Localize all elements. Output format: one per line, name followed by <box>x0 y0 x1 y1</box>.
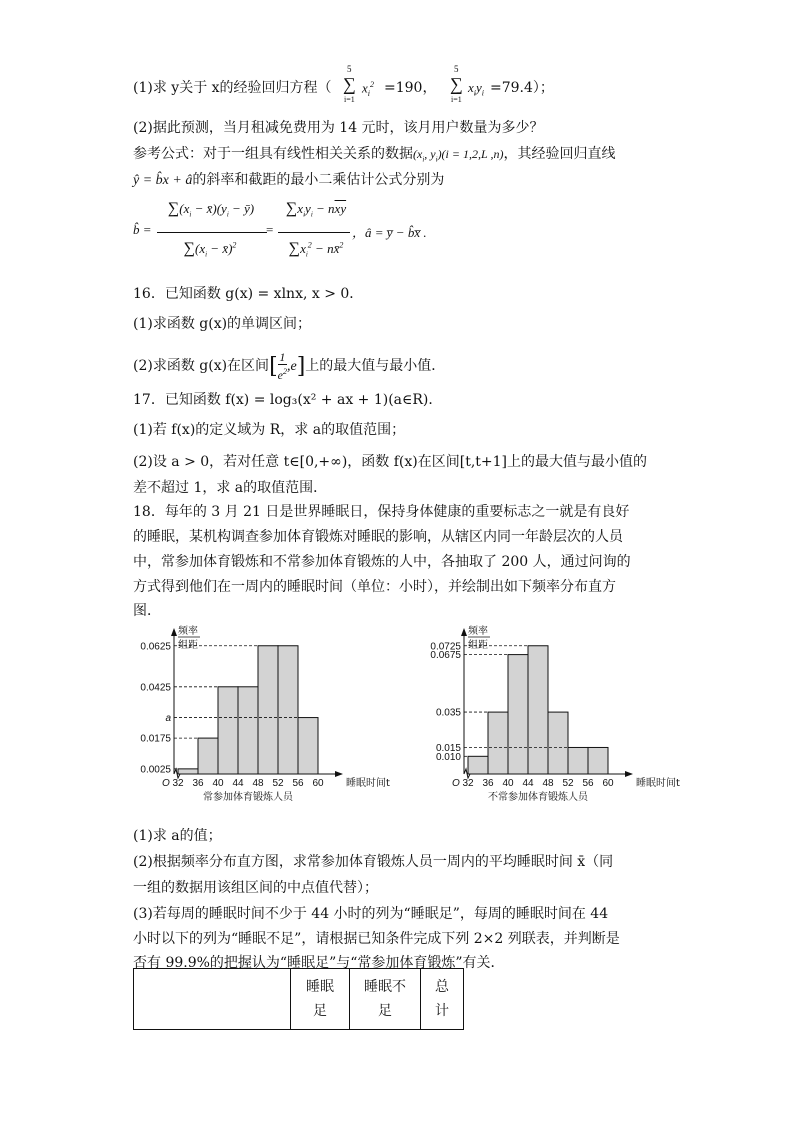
y-tick-label: 0.010 <box>435 751 461 763</box>
q15-ref-text-a: 参考公式：对于一组具有线性相关关系的数据 <box>133 146 413 162</box>
x-tick-label: 60 <box>602 778 614 789</box>
b-hat: b̂ = <box>133 222 152 237</box>
b-denominator-2: $\sum x_i^2$ − nx̄$^2$ <box>288 240 344 259</box>
q16-stem: 16．已知函数 g(x) = xlnx, x > 0． <box>133 286 364 302</box>
y-axis-arrow <box>171 628 177 636</box>
q18-question3b: 小时以下的列为“睡眠不足”，请根据已知条件完成下列 2×2 列联表，并判断是 <box>133 931 620 947</box>
q18-question2b: 一组的数据用该组区间的中点值代替）； <box>133 880 378 896</box>
q17-part2b: 差不超过 1，求 a的取值范围． <box>133 480 328 496</box>
histogram-bar <box>508 655 528 774</box>
x-tick-label: 56 <box>292 778 304 789</box>
q15-ref-line2 <box>133 170 444 191</box>
x-tick-label: 44 <box>522 778 534 789</box>
y-tick-label: 0.0675 <box>430 650 461 662</box>
x-tick-label: 48 <box>542 778 554 789</box>
q16-part2-a: (2)求函数 g(x)在区间 <box>133 358 270 374</box>
b-numerator: $\sum(x_i$ − $x̄)(y_i$ − ȳ) <box>167 200 255 219</box>
x-axis-arrow <box>625 771 633 777</box>
y-tick-label: 0.015 <box>435 742 461 754</box>
q15-part2: (2)据此预测，当月租减免费用为 14 元时，该月用户数量为多少？ <box>133 120 544 136</box>
y-label-bottom: 组距 <box>468 640 488 651</box>
q18-question3c: 否有 99.9%的把握认为“睡眠足”与“常参加体育锻炼”有关． <box>133 955 505 971</box>
x-tick-label: 32 <box>462 778 474 789</box>
q16-part2-line: (2)求函数 g(x)在区间[ $\frac{1}{e^2}$ ,e]上的最大值与最小值． <box>133 350 446 382</box>
histogram-bar <box>588 747 608 774</box>
q18-line3: 中，常参加体育锻炼和不常参加体育锻炼的人中，各抽取了 200 人，通过问询的 <box>133 554 631 570</box>
x-axis-arrow <box>335 771 343 777</box>
y-tick-label: 0.0025 <box>140 764 171 776</box>
sum1-top: 5 <box>347 64 352 74</box>
a-hat-formula: ，â = y̅ − b̂x̅ . <box>352 225 427 240</box>
x-axis-label: 睡眠时间t <box>636 778 680 789</box>
histogram-bar <box>278 646 298 774</box>
histogram-bar <box>238 687 258 774</box>
histogram-irregular-exercise <box>420 620 700 805</box>
chart-caption: 不常参加体育锻炼人员 <box>488 792 588 803</box>
x-tick-label: 36 <box>482 778 494 789</box>
x-tick-label: 32 <box>172 778 184 789</box>
histogram-regular-exercise <box>130 620 390 805</box>
b-numerator-2: $\sum x_iy_i - n\overline{xy}$ <box>285 200 347 219</box>
x-tick-label: 56 <box>582 778 594 789</box>
x-axis-label: 睡眠时间t <box>346 778 390 789</box>
q16-part2-b: 上的最大值与最小值． <box>305 358 446 374</box>
sum2-term: $x_iy_i$ <box>468 80 485 98</box>
y-tick-label: 0.0625 <box>140 641 171 653</box>
x-tick-label: 48 <box>252 778 264 789</box>
q15-regression-line: ŷ = b̂x + â <box>133 173 193 188</box>
b-fraction-bar <box>157 232 267 233</box>
q15-ref-text-2: 的斜率和截距的最小二乘估计公式分别为 <box>192 172 445 188</box>
q15-ref-text-c: ，其经验回归直线 <box>503 146 616 162</box>
contingency-table <box>133 968 464 1030</box>
q18-line4: 方式得到他们在一周内的睡眠时间（单位：小时），并绘制出如下频率分布直方 <box>133 579 616 595</box>
q16-part1: (1)求函数 g(x)的单调区间； <box>133 316 312 332</box>
table-header-sleep-enough: 睡眠 足 <box>291 969 350 1030</box>
y-label-top: 频率 <box>468 626 488 637</box>
y-tick-label: 0.0175 <box>140 733 171 745</box>
sum2-sigma: ∑ <box>450 74 463 94</box>
q17-part2a: (2)设 a > 0，若对任意 t∈[0,+∞)，函数 f(x)在区间[t,t+1]上的最大值与最小值的 <box>133 454 647 470</box>
histogram-bar <box>198 738 218 774</box>
x-tick-label: 40 <box>502 778 514 789</box>
q15-part1-line <box>133 78 332 98</box>
q18-line2: 的睡眠，某机构调查参加体育锻炼对睡眠的影响，从辖区内同一年龄层次的人员 <box>133 529 623 545</box>
y-tick-label: a <box>165 713 171 725</box>
y-tick-label: 0.0725 <box>430 641 461 653</box>
x-tick-label: 60 <box>312 778 324 789</box>
q15-ref-data: ($x_i$, $y_i)(i = 1,2,L$ ,n) <box>413 147 504 164</box>
sum1-term: $x_i^2$ <box>362 80 375 98</box>
q18-question1: (1)求 a的值； <box>133 828 222 844</box>
b-fraction-bar-2 <box>278 232 350 233</box>
q17-part1: (1)若 f(x)的定义域为 R，求 a的取值范围； <box>133 422 406 438</box>
equals-sign: = <box>266 222 274 237</box>
y-axis-arrow <box>461 628 467 636</box>
origin-label: O <box>162 778 170 789</box>
histogram-bar <box>258 646 278 774</box>
q18-question3a: (3)若每周的睡眠时间不少于 44 小时的列为“睡眠足”，每周的睡眠时间在 44 <box>133 906 609 922</box>
histogram-bar <box>218 687 238 774</box>
q15-part1-text: (1)求 y关于 x的经验回归方程（ <box>133 80 332 96</box>
b-denominator: $\sum(x_i$ − x̄)$^2$ <box>183 240 237 259</box>
histogram-bar <box>298 718 318 774</box>
histogram-bar <box>468 756 488 774</box>
x-tick-label: 44 <box>232 778 244 789</box>
y-label-top: 频率 <box>178 626 198 637</box>
histogram-bar <box>178 769 198 774</box>
q18-line1: 18．每年的 3 月 21 日是世界睡眠日，保持身体健康的重要标志之一就是有良好 <box>133 504 630 520</box>
table-header-row <box>134 969 464 1030</box>
sum1-sigma: ∑ <box>343 74 356 94</box>
q15-sum-x2-text: =190， <box>384 80 437 96</box>
y-tick-label: 0.035 <box>435 707 461 719</box>
chart-caption: 常参加体育锻炼人员 <box>203 792 293 803</box>
q15-sum-x2 <box>384 78 436 98</box>
q15-ref-line1 <box>133 144 615 169</box>
table-header-sleep-not-enough: 睡眠不 足 <box>350 969 421 1030</box>
y-tick-label: 0.0425 <box>140 682 171 694</box>
histogram-bar <box>568 747 588 774</box>
y-label-bottom: 组距 <box>178 640 198 651</box>
histogram-bar <box>548 712 568 774</box>
histogram-bar <box>528 646 548 774</box>
q18-question2a: (2)根据频率分布直方图，求常参加体育锻炼人员一周内的平均睡眠时间 x̄（同 <box>133 854 614 870</box>
sum2-bottom: i=1 <box>451 95 462 104</box>
table-header-empty <box>134 969 291 1030</box>
histogram-bar <box>488 712 508 774</box>
q15-sum-xy-text: =79.4）； <box>490 80 554 96</box>
sum1-bottom: i=1 <box>344 95 355 104</box>
sum2-top: 5 <box>454 64 459 74</box>
table-header-total: 总 计 <box>421 969 464 1030</box>
x-tick-label: 40 <box>212 778 224 789</box>
q17-stem: 17．已知函数 f(x) = log₃(x² + ax + 1)(a∈R)． <box>133 392 443 408</box>
x-tick-label: 52 <box>272 778 284 789</box>
x-tick-label: 36 <box>192 778 204 789</box>
q18-line5: 图． <box>133 603 161 619</box>
q15-sum-xy <box>490 78 554 98</box>
x-tick-label: 52 <box>562 778 574 789</box>
origin-label: O <box>452 778 460 789</box>
